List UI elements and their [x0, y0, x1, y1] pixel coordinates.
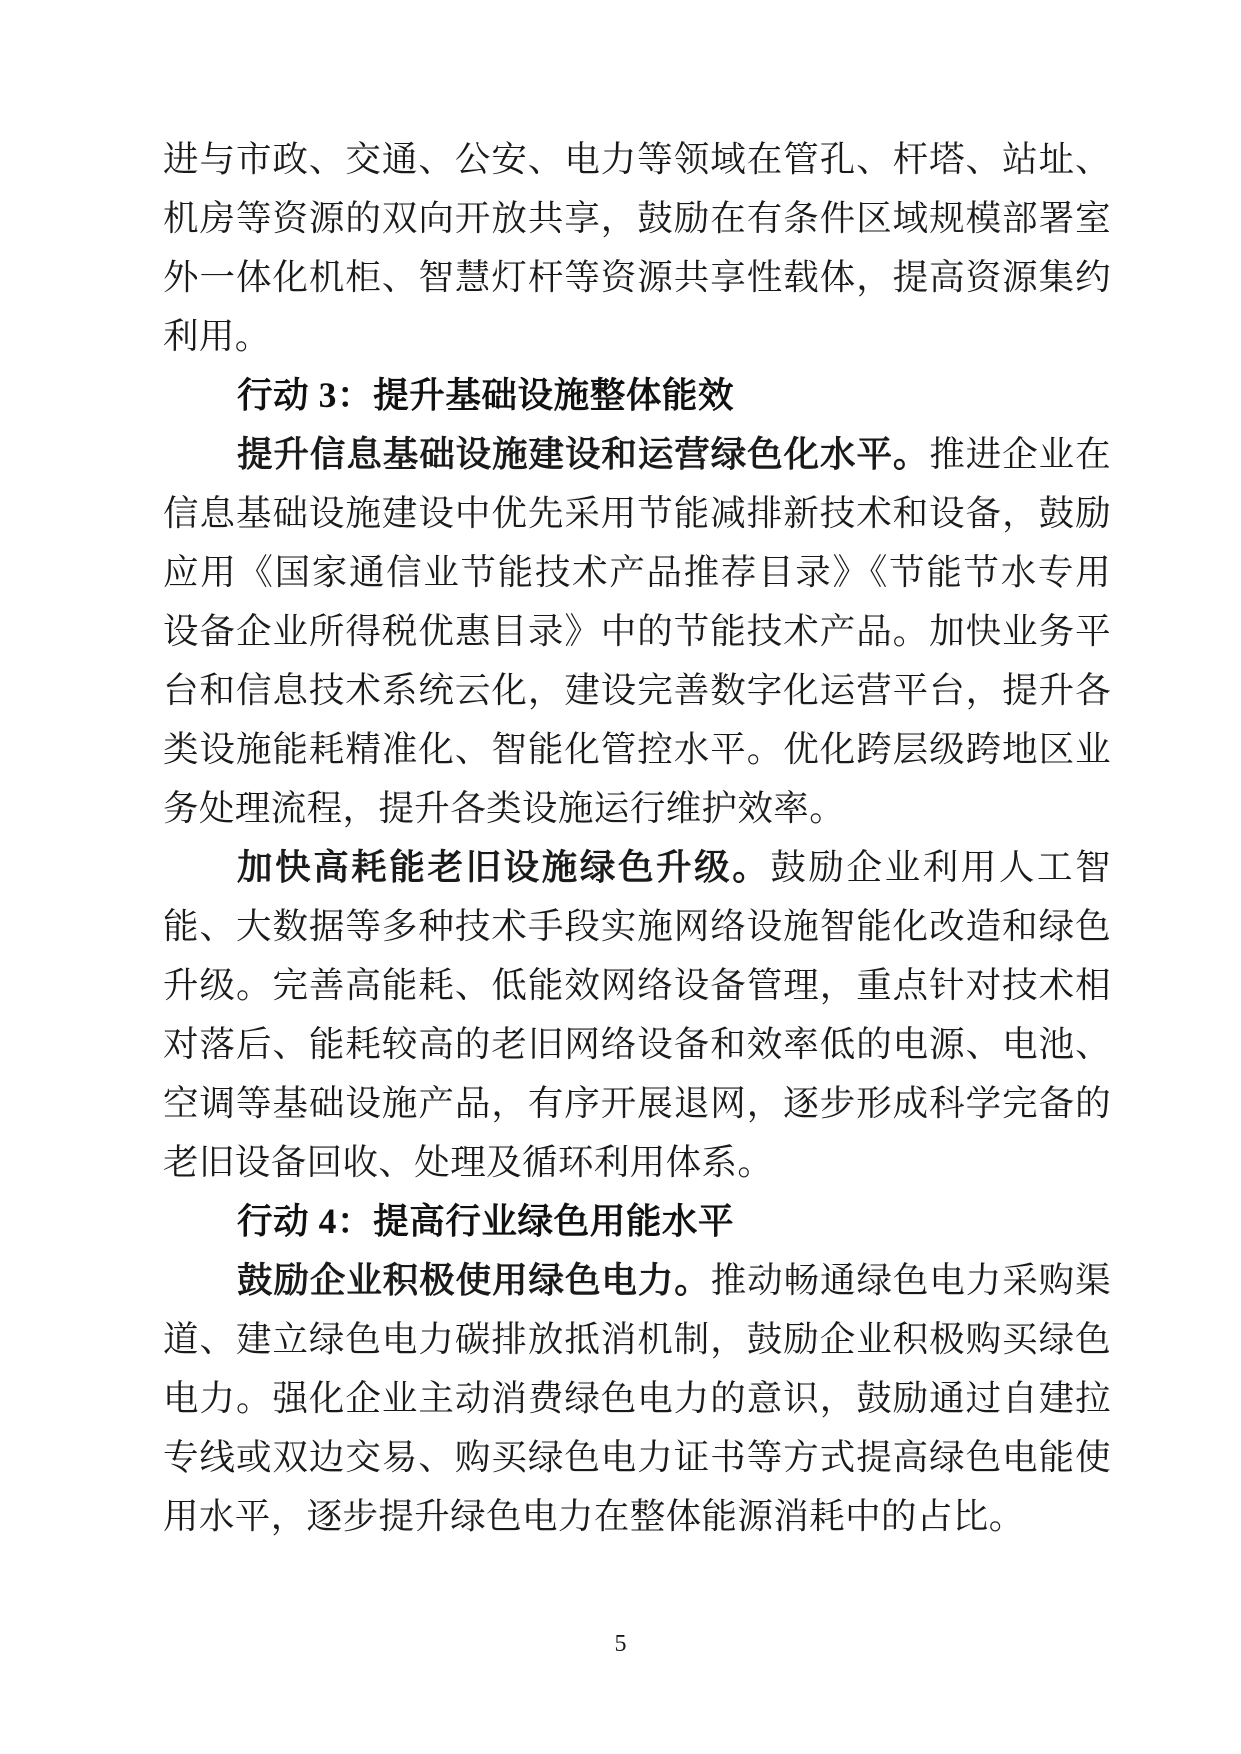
- paragraph-text: 推进企业在信息基础设施建设中优先采用节能减排新技术和设备，鼓励应用《国家通信业节能技术产品推荐目录》《节能节水专用设备企业所得税优惠目录》中的节能技术产品。加快业务平台和信息技术系统云化，建设完善数字化运营平台，提升各类设施能耗精准化、智能化管控水平。优化跨层级跨地区业务处理流程，提升各类设施运行维护效率。: [163, 434, 1111, 828]
- paragraph-text: 进与市政、交通、公安、电力等领域在管孔、杆塔、站址、机房等资源的双向开放共享，鼓励在有条件区域规模部署室外一体化机柜、智慧灯杆等资源共享性载体，提高资源集约利用。: [163, 139, 1111, 356]
- paragraph-lead-in: 加快高耗能老旧设施绿色升级。: [237, 847, 771, 887]
- paragraph-legacy-upgrade: [163, 838, 1111, 1192]
- heading-text: 行动 4：提高行业绿色用能水平: [237, 1201, 735, 1241]
- page-number: 5: [614, 1631, 627, 1657]
- heading-text: 行动 3：提升基础设施整体能效: [237, 375, 735, 415]
- section-heading-action-3: [163, 366, 1111, 425]
- paragraph-continuation: [163, 130, 1111, 366]
- section-heading-action-4: [163, 1192, 1111, 1251]
- paragraph-lead-in: 鼓励企业积极使用绿色电力。: [237, 1260, 711, 1300]
- paragraph-green-infrastructure: [163, 425, 1111, 838]
- paragraph-text: 推动畅通绿色电力采购渠道、建立绿色电力碳排放抵消机制，鼓励企业积极购买绿色电力。强化企业主动消费绿色电力的意识，鼓励通过自建拉专线或双边交易、购买绿色电力证书等方式提高绿色电能使用水平，逐步提升绿色电力在整体能源消耗中的占比。: [163, 1260, 1112, 1536]
- paragraph-lead-in: 提升信息基础设施建设和运营绿色化水平。: [237, 434, 930, 474]
- paragraph-text: 鼓励企业利用人工智能、大数据等多种技术手段实施网络设施智能化改造和绿色升级。完善高能耗、低能效网络设备管理，重点针对技术相对落后、能耗较高的老旧网络设备和效率低的电源、电池、空调等基础设施产品，有序开展退网，逐步形成科学完备的老旧设备回收、处理及循环利用体系。: [163, 847, 1111, 1182]
- paragraph-green-power: [163, 1251, 1111, 1546]
